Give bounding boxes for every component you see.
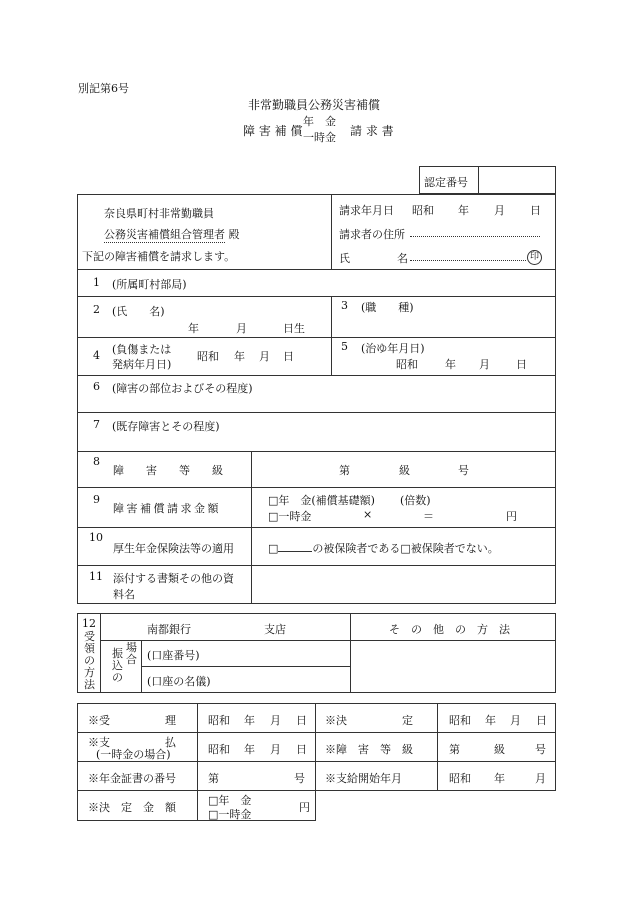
name-field[interactable] (410, 260, 526, 261)
name-label-2: 名 (397, 252, 408, 265)
form-title-left: 障 害 補 償 (243, 124, 303, 138)
row-line (77, 375, 556, 376)
col-line (197, 790, 198, 821)
office-received-label: ※受 理 (88, 714, 176, 727)
office-grade-label: ※障 害 等 級 (325, 743, 413, 756)
office-start-month: 月 (535, 772, 546, 785)
row8-label: 障 害 等 級 (113, 464, 223, 477)
request-date-year: 年 (458, 204, 469, 217)
col-line (100, 613, 101, 693)
receipt-char: 受 (84, 630, 95, 643)
row11-label-2: 料名 (113, 588, 135, 601)
row5-label: (治ゆ年月日) (361, 342, 425, 355)
row7-label: (既存障害とその程度) (112, 420, 220, 433)
row-line (77, 296, 556, 297)
row9-times: × (363, 508, 373, 521)
receipt-char: 領 (84, 642, 95, 655)
row-line (77, 412, 556, 413)
office-start-label: ※支給開始年月 (325, 772, 402, 785)
office-amount-yen: 円 (299, 801, 310, 814)
row-line (141, 666, 350, 667)
row5-era: 昭和 (396, 358, 418, 371)
request-statement: 下記の障害補償を請求します。 (82, 250, 236, 263)
row-line (100, 640, 556, 641)
row11-label-1: 添付する書類その他の資 (113, 572, 234, 585)
row9-multiplier: (倍数) (400, 494, 431, 507)
row10-insurance (268, 540, 499, 556)
row-line (77, 487, 556, 488)
row4-label-2: 発病年月日) (112, 358, 172, 371)
row5-number: 5 (341, 340, 348, 353)
addressee-line1: 奈良県町村非常勤職員 (104, 207, 214, 220)
office-payment-month: 月 (270, 743, 281, 756)
office-grade-go: 号 (535, 743, 546, 756)
row-line (77, 527, 556, 528)
account-name-label: (口座の名儀) (147, 675, 211, 688)
row-line (77, 732, 556, 733)
receipt-vertical-label (84, 631, 96, 691)
col-line (331, 194, 332, 269)
receipt-char: 法 (84, 678, 95, 691)
cert-number-label: 認定番号 (424, 176, 468, 189)
office-decision-label: ※決 定 (325, 714, 413, 727)
row8-number: 8 (93, 455, 100, 468)
row4-month: 月 (259, 350, 270, 363)
row2-birth-month: 月 (236, 322, 247, 335)
office-payment-era: 昭和 (208, 743, 230, 756)
office-decision-era: 昭和 (449, 714, 471, 727)
transfer-label-2 (126, 642, 138, 666)
row5-month: 月 (479, 358, 490, 371)
office-grade-dai: 第 (449, 743, 460, 756)
row6-number: 6 (93, 380, 100, 393)
address-label: 請求者の住所 (339, 228, 405, 241)
row7-number: 7 (93, 418, 100, 431)
transfer-char: の (112, 671, 123, 684)
form-number: 別記第6号 (78, 82, 129, 95)
transfer-label-1 (112, 648, 124, 684)
form-title-right: 請 求 書 (350, 124, 394, 138)
row9-equals: ＝ (423, 510, 434, 523)
office-amount-annual: □年 金 (208, 794, 252, 807)
row9-number: 9 (93, 493, 100, 506)
office-pension-go: 号 (294, 772, 305, 785)
row-line (77, 451, 556, 452)
office-amount-label: ※決 定 金 額 (88, 801, 176, 814)
grade-dai: 第 (339, 464, 350, 477)
request-date-era: 昭和 (412, 204, 434, 217)
row-line (77, 565, 556, 566)
receipt-other-method: そ の 他 の 方 法 (389, 623, 510, 636)
receipt-branch: 支店 (264, 623, 286, 636)
office-pension-no-label: ※年金証書の番号 (88, 772, 176, 785)
row10-label: 厚生年金保険法等の適用 (113, 542, 234, 555)
office-received-era: 昭和 (208, 714, 230, 727)
office-start-year: 年 (494, 772, 505, 785)
row11-number: 11 (89, 570, 103, 583)
transfer-char: 振 (112, 647, 123, 660)
row1-number: 1 (93, 276, 100, 289)
office-payment-year: 年 (244, 743, 255, 756)
office-start-era: 昭和 (449, 772, 471, 785)
row2-number: 2 (93, 303, 100, 316)
grade-kyu: 級 (399, 464, 410, 477)
office-amount-lump: □一時金 (208, 808, 252, 821)
receipt-bank: 南都銀行 (147, 623, 191, 636)
office-payment-day: 日 (296, 743, 307, 756)
row5-day: 日 (516, 358, 527, 371)
office-decision-day: 日 (536, 714, 547, 727)
office-decision-year: 年 (485, 714, 496, 727)
row9-yen: 円 (506, 510, 517, 523)
request-date-day: 日 (530, 204, 541, 217)
receipt-char: 方 (84, 666, 95, 679)
account-number-label: (口座番号) (147, 649, 200, 662)
col-line (251, 451, 252, 604)
transfer-char: 場 (126, 641, 137, 654)
office-decision-month: 月 (510, 714, 521, 727)
row2-birth-year: 年 (188, 322, 199, 335)
cert-divider (478, 166, 479, 194)
row3-number: 3 (341, 299, 348, 312)
row10-blank[interactable] (278, 541, 312, 552)
transfer-char: 込 (112, 659, 123, 672)
addressee-line2 (104, 226, 240, 243)
transfer-char: 合 (126, 653, 137, 666)
seal-icon: 印 (527, 250, 542, 265)
row10-text: の被保険者である□被保険者でない。 (312, 542, 499, 555)
form-title-annual: 年 金 (303, 115, 336, 128)
office-payment-label: ※支 払 (88, 736, 176, 749)
address-field[interactable] (410, 236, 540, 237)
office-received-day: 日 (296, 714, 307, 727)
row9-annual: □年 金(補償基礎額) (268, 494, 375, 507)
row4-era: 昭和 (197, 350, 219, 363)
row2-birth-day: 日生 (283, 322, 305, 335)
request-date-label: 請求年月日 (339, 204, 394, 217)
name-label-1: 氏 (339, 252, 350, 265)
row1-label: (所属町村部局) (112, 278, 187, 291)
addressee-honorific: 殿 (228, 228, 240, 241)
row4-number: 4 (93, 349, 100, 362)
receipt-number: 12 (82, 617, 96, 630)
office-payment-note: (一時金の場合) (96, 748, 171, 761)
cert-number-field[interactable] (482, 170, 552, 190)
row4-label-1: (負傷または (112, 343, 172, 356)
col-line (197, 703, 198, 791)
office-received-month: 月 (270, 714, 281, 727)
seal-mark (527, 249, 542, 265)
col-line (350, 613, 351, 693)
receipt-char: の (84, 654, 95, 667)
row2-label: (氏 名) (112, 305, 165, 318)
row-line (77, 269, 556, 270)
row4-day: 日 (283, 350, 294, 363)
row-line (77, 337, 556, 338)
grade-go: 号 (458, 464, 469, 477)
form-title-lump: 一時金 (303, 131, 336, 144)
addressee-org: 公務災害補償組合管理者 (104, 228, 225, 241)
office-pension-dai: 第 (208, 772, 219, 785)
row9-label: 障害補償請求金額 (113, 502, 221, 515)
form-title-line1: 非常勤職員公務災害補償 (248, 98, 381, 112)
col-line (315, 703, 316, 791)
row4-year: 年 (234, 350, 245, 363)
col-line (437, 703, 438, 791)
row10-checkbox[interactable]: □ (268, 542, 279, 555)
office-grade-kyu: 級 (494, 743, 505, 756)
office-received-year: 年 (244, 714, 255, 727)
row9-lump: □一時金 (268, 510, 312, 523)
row5-year: 年 (445, 358, 456, 371)
request-date-month: 月 (494, 204, 505, 217)
col-line (331, 296, 332, 375)
row3-label: (職 種) (361, 301, 414, 314)
row6-label: (障害の部位およびその程度) (112, 382, 253, 395)
row10-number: 10 (89, 531, 103, 544)
